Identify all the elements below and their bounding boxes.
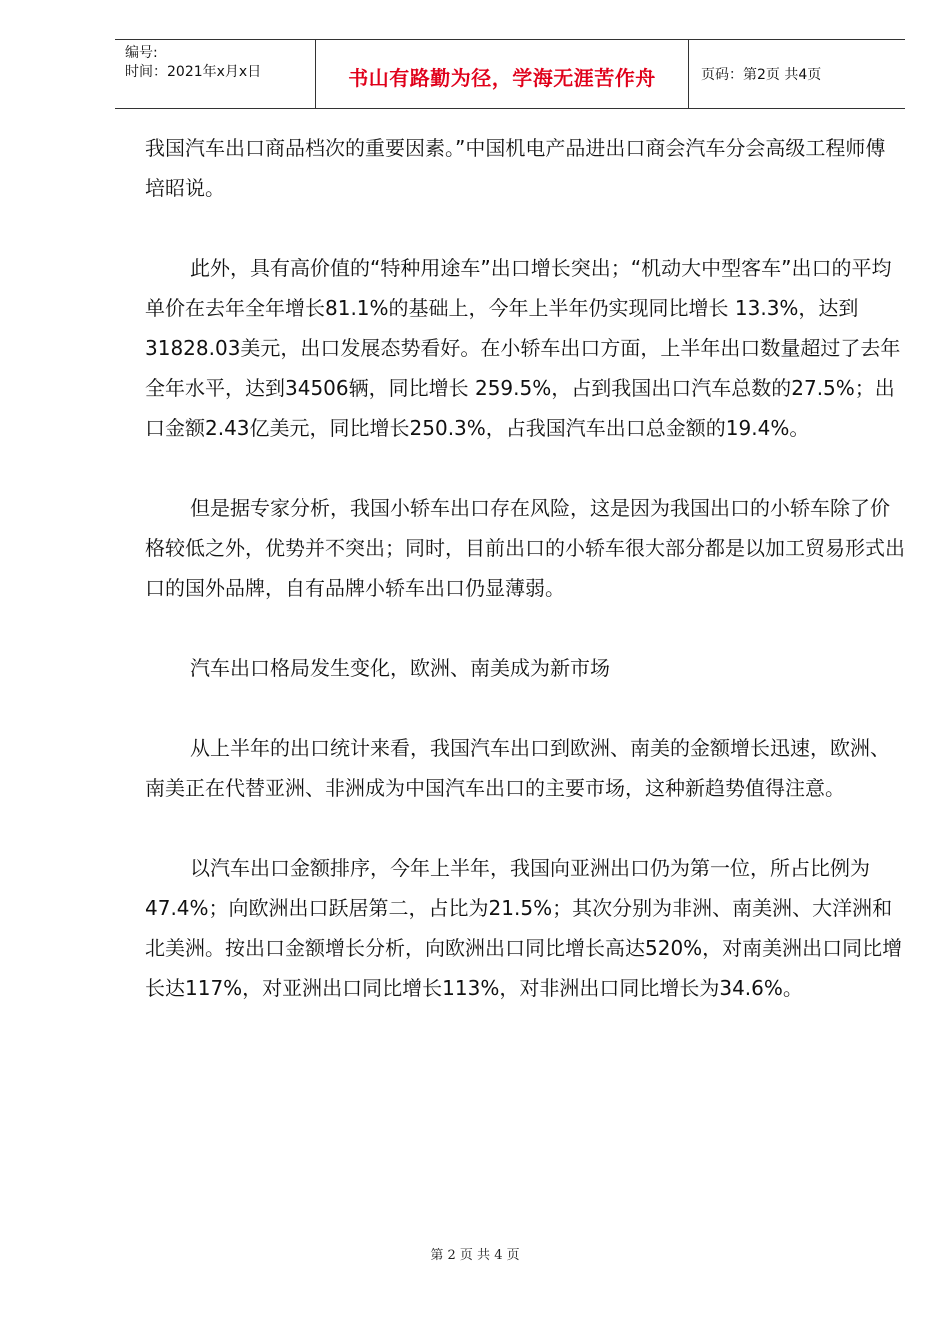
paragraph-risk-analysis: 但是据专家分析，我国小轿车出口存在风险，这是因为我国出口的小轿车除了价格较低之外，优势并不突出；同时，目前出口的小轿车很大部分都是以加工贸易形式出口的国外品牌，自有品牌小轿车出口仍显薄弱。	[145, 496, 905, 600]
paragraph-new-markets: 从上半年的出口统计来看，我国汽车出口到欧洲、南美的金额增长迅速，欧洲、南美正在代替亚洲、非洲成为中国汽车出口的主要市场，这种新趋势值得注意。	[145, 736, 890, 800]
paragraph-special-vehicles: 此外，具有高价值的“特种用途车”出口增长突出；“机动大中型客车”出口的平均单价在去年全年增长81.1%的基础上，今年上半年仍实现同比增长 13.3%，达到31828.03美元，出口发展态势看好。在小轿车出口方面，上半年出口数量超过了去年全年水平，达到34506辆，同比增长 259.5%，占到我国出口汽车总数的27.5%；出口金额2.43亿美元，同比增长250.3%，占我国汽车出口总金额的19.4%。	[145, 256, 901, 440]
paragraph-continuation: 我国汽车出口商品档次的重要因素。”中国机电产品进出口商会汽车分会高级工程师傅培昭说。	[145, 136, 886, 200]
header-page-info: 页码：第2页 共4页	[701, 67, 822, 83]
document-time-label: 时间：2021年x月x日	[125, 64, 262, 80]
section-heading: 汽车出口格局发生变化，欧洲、南美成为新市场	[190, 656, 610, 680]
header-page-cell	[689, 40, 905, 108]
document-number-label: 编号:	[125, 45, 158, 61]
header-meta-cell	[115, 40, 316, 108]
motto-text: 书山有路勤为径，学海无涯苦作舟	[348, 66, 656, 90]
document-header	[115, 39, 905, 109]
header-motto-cell	[316, 40, 689, 108]
paragraph-export-ranking: 以汽车出口金额排序，今年上半年，我国向亚洲出口仍为第一位，所占比例为47.4%；向欧洲出口跃居第二，占比为21.5%；其次分别为非洲、南美洲、大洋洲和北美洲。按出口金额增长分析，向欧洲出口同比增长高达520%，对南美洲出口同比增长达117%，对亚洲出口同比增长113%，对非洲出口同比增长为34.6%。	[145, 856, 903, 1000]
document-body	[145, 128, 905, 1008]
page-footer: 第 2 页 共 4 页	[430, 1248, 520, 1263]
